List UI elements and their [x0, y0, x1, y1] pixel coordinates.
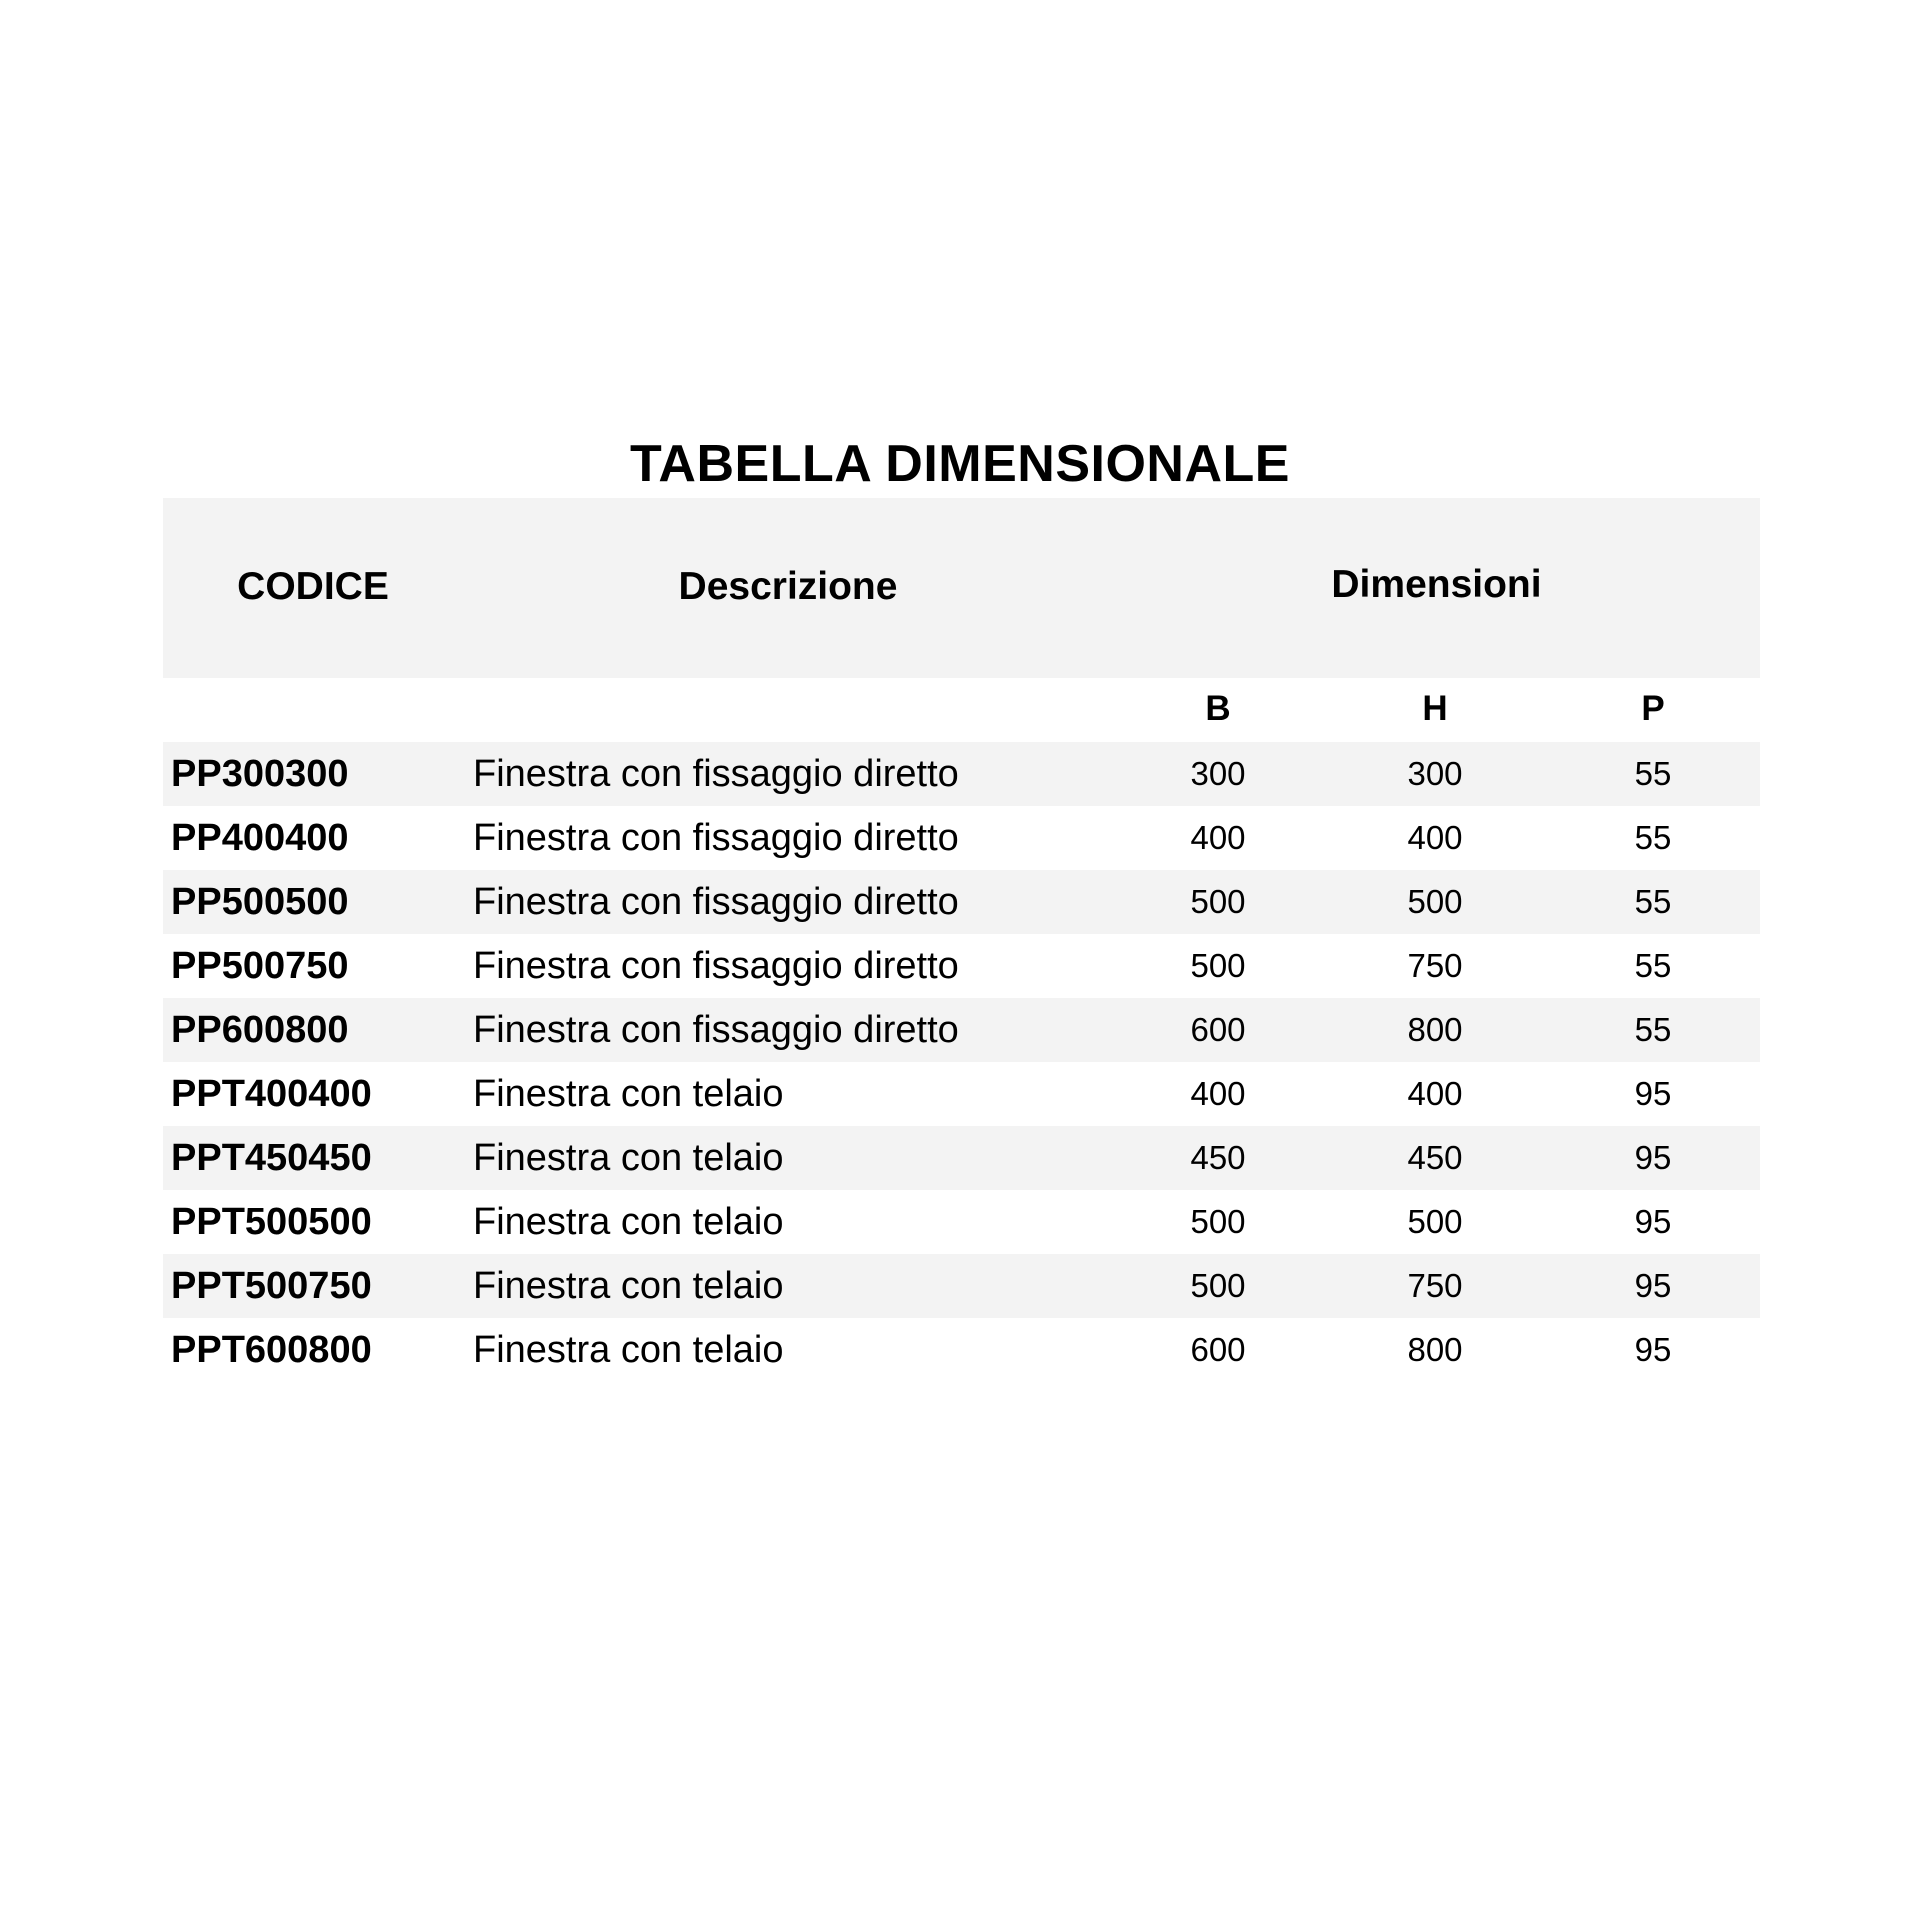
cell-h: 400 [1407, 1075, 1463, 1112]
cell-codice: PP500500 [171, 881, 349, 923]
cell-b: 500 [1190, 883, 1246, 920]
table-row [163, 1062, 1760, 1126]
cell-b: 450 [1190, 1139, 1246, 1176]
cell-descrizione: Finestra con telaio [473, 1201, 784, 1243]
table-row [163, 998, 1760, 1062]
table-row [163, 1254, 1760, 1318]
cell-descrizione: Finestra con telaio [473, 1073, 784, 1115]
cell-descrizione: Finestra con fissaggio diretto [473, 817, 959, 859]
cell-descrizione: Finestra con fissaggio diretto [473, 753, 959, 795]
cell-descrizione: Finestra con fissaggio diretto [473, 945, 959, 987]
subheader-h: H [1422, 689, 1448, 728]
header-dimensioni: Dimensioni [1331, 563, 1542, 606]
cell-b: 500 [1190, 947, 1246, 984]
cell-h: 800 [1407, 1331, 1463, 1368]
header-descrizione: Descrizione [678, 565, 898, 608]
cell-codice: PP300300 [171, 753, 349, 795]
cell-descrizione: Finestra con fissaggio diretto [473, 881, 959, 923]
cell-b: 500 [1190, 1203, 1246, 1240]
cell-codice: PP600800 [171, 1009, 349, 1051]
cell-descrizione: Finestra con telaio [473, 1137, 784, 1179]
cell-p: 95 [1634, 1203, 1672, 1240]
cell-b: 600 [1190, 1011, 1246, 1048]
table-row [163, 1126, 1760, 1190]
table-row [163, 1190, 1760, 1254]
cell-b: 400 [1190, 819, 1246, 856]
cell-h: 750 [1407, 1267, 1463, 1304]
subheader-b: B [1205, 689, 1231, 728]
table-row [163, 742, 1760, 806]
cell-h: 300 [1407, 755, 1463, 792]
cell-p: 95 [1634, 1139, 1672, 1176]
table-body [163, 742, 1760, 1382]
cell-b: 400 [1190, 1075, 1246, 1112]
cell-p: 95 [1634, 1075, 1672, 1112]
cell-codice: PPT450450 [171, 1137, 372, 1179]
cell-b: 600 [1190, 1331, 1246, 1368]
table-row [163, 934, 1760, 998]
cell-codice: PPT500500 [171, 1201, 372, 1243]
cell-p: 95 [1634, 1331, 1672, 1368]
cell-descrizione: Finestra con telaio [473, 1329, 784, 1371]
cell-codice: PPT500750 [171, 1265, 372, 1307]
cell-h: 400 [1407, 819, 1463, 856]
cell-h: 750 [1407, 947, 1463, 984]
cell-b: 500 [1190, 1267, 1246, 1304]
cell-codice: PPT400400 [171, 1073, 372, 1115]
cell-h: 500 [1407, 883, 1463, 920]
cell-p: 55 [1634, 819, 1672, 856]
page-title: TABELLA DIMENSIONALE [630, 435, 1290, 493]
cell-codice: PPT600800 [171, 1329, 372, 1371]
table-row [163, 806, 1760, 870]
cell-descrizione: Finestra con fissaggio diretto [473, 1009, 959, 1051]
cell-p: 55 [1634, 883, 1672, 920]
cell-h: 450 [1407, 1139, 1463, 1176]
cell-p: 55 [1634, 1011, 1672, 1048]
cell-h: 500 [1407, 1203, 1463, 1240]
header-codice: CODICE [237, 565, 389, 608]
table-row [163, 870, 1760, 934]
cell-codice: PP500750 [171, 945, 349, 987]
cell-descrizione: Finestra con telaio [473, 1265, 784, 1307]
cell-b: 300 [1190, 755, 1246, 792]
cell-p: 55 [1634, 755, 1672, 792]
subheader-p: P [1641, 689, 1665, 728]
table-row [163, 1318, 1760, 1382]
cell-p: 95 [1634, 1267, 1672, 1304]
cell-codice: PP400400 [171, 817, 349, 859]
cell-h: 800 [1407, 1011, 1463, 1048]
cell-p: 55 [1634, 947, 1672, 984]
